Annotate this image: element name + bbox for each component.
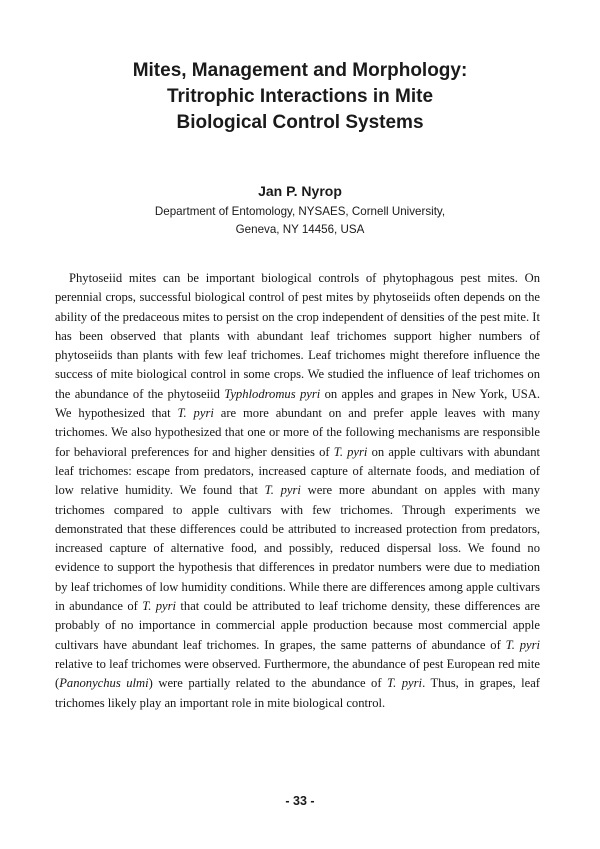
abstract-text: were more abundant on apples with many trichomes compared to apple cultivars with few trichomes. Through experiments we demonstrated that these differences could be attributed to increased protection from predators, increased capture of alternative food, and possibly, reduced dispersal loss. We found no evidence to support the hypothesis that differences in predator numbers were due to mediation by leaf trichomes of low humidity conditions. While there are differences among apple cultivars in abundance of	[55, 483, 540, 614]
abstract-text: are more abundant on and prefer apple leaves with many trichomes. We also hypothesized that one or more of the following mechanisms are responsible for behavioral preferences for and higher densities of	[55, 406, 541, 459]
author-block	[0, 181, 600, 239]
species-name: T. pyri	[387, 676, 423, 691]
abstract-paragraph	[55, 269, 540, 713]
page-number: - 33 -	[285, 794, 315, 808]
species-name: T. pyri	[142, 599, 177, 614]
abstract-text: . Thus, in grapes, leaf trichomes likely play an important role in mite biological control.	[55, 676, 540, 710]
abstract-text: ) were partially related to the abundance of	[148, 676, 388, 691]
abstract-text: that could be attributed to leaf trichome density, these differences are probably of no importance in commercial apple production because most commercial apple cultivars have abundant leaf trichomes. In grapes, the same patterns of abundance of	[55, 599, 540, 652]
species-name: T. pyri	[264, 483, 301, 498]
species-name: T. pyri	[505, 637, 541, 652]
abstract-text: Phytoseiid mites can be important biological controls of phytophagous pest mites. On perennial crops, successful biological control of pest mites by phytoseiids often depends on the ability of the predaceous mites to persist on the crop independent of densities of the pest mite. It has been observed that plants with abundant leaf trichomes support higher numbers of phytoseiids than plants with few leaf trichomes. Leaf trichomes might therefore influence the success of mite biological control in some crops. We studied the influence of leaf trichomes on the abundance of the phytoseiid	[55, 271, 540, 401]
author-name: Jan P. Nyrop	[258, 183, 342, 199]
species-name: T. pyri	[177, 406, 214, 421]
title-line: Tritrophic Interactions in Mite	[166, 86, 434, 107]
abstract-text: on apple cultivars with abundant leaf trichomes: escape from predators, increased capture of alternate foods, and mediation of low relative humidity. We found that	[55, 444, 541, 498]
title-line: Mites, Management and Morphology:	[132, 60, 468, 81]
species-name: Panonychus ulmi	[59, 676, 149, 691]
paper-title	[0, 58, 600, 136]
abstract-text: on apples and grapes in New York, USA. We hypothesized that	[55, 386, 540, 421]
title-line: Biological Control Systems	[176, 112, 424, 133]
species-name: Typhlodromus pyri	[224, 386, 321, 401]
abstract-text: relative to leaf trichomes were observed. Furthermore, the abundance of pest European red mite (	[55, 656, 540, 691]
species-name: T. pyri	[333, 444, 368, 459]
affiliation-line: Geneva, NY 14456, USA	[235, 223, 365, 236]
affiliation-line: Department of Entomology, NYSAES, Cornell University,	[154, 205, 446, 218]
